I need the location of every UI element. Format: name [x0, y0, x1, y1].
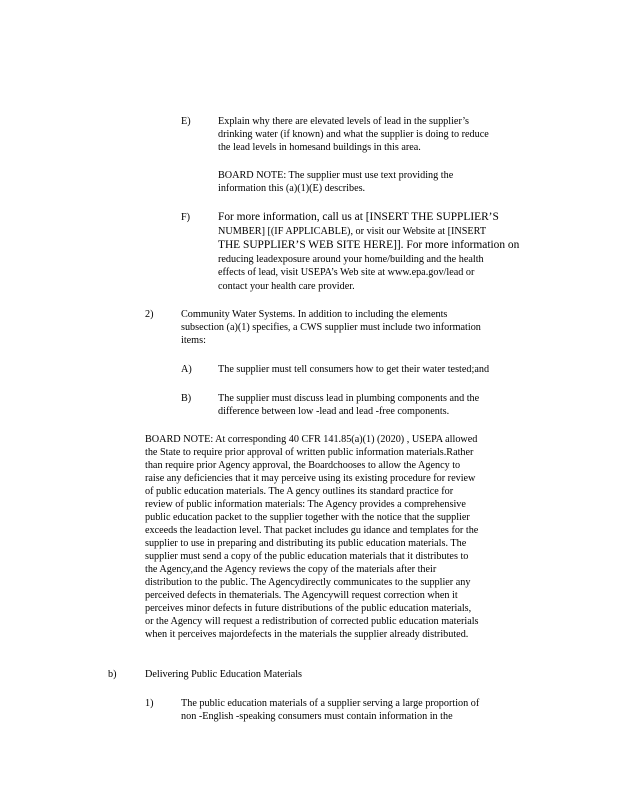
item-f-line-4: reducing leadexposure around your home/building and the health: [218, 254, 484, 265]
item-2b-marker: B): [181, 393, 192, 404]
item-b1-marker: 1): [145, 698, 154, 709]
board-note-line-8: exceeds the leadaction level. That packet includes gu idance and templates for the: [145, 525, 479, 536]
item-2a-line-1: The supplier must tell consumers how to get their water tested;and: [218, 364, 490, 375]
item-e-note-line-1: BOARD NOTE: The supplier must use text providing the: [218, 170, 454, 181]
item-2b-line-1: The supplier must discuss lead in plumbing components and the: [218, 393, 480, 404]
item-e-note-line-2: information this (a)(1)(E) describes.: [218, 183, 366, 194]
board-note-line-4: raise any deficiencies that it may perceive using its existing procedure for review: [145, 473, 476, 484]
item-f-line-5: effects of lead, visit USEPA’s Web site at www.epa.gov/lead or: [218, 267, 475, 278]
item-e-line-3: the lead levels in homesand buildings in this area.: [218, 142, 421, 153]
board-note-line-16: when it perceives majordefects in the materials the supplier already distributed.: [145, 629, 469, 640]
board-note-line-1: BOARD NOTE: At corresponding 40 CFR 141.85(a)(1) (2020) , USEPA allowed: [145, 434, 478, 445]
item-b1-line-2: non -English -speaking consumers must contain information in the: [181, 711, 453, 722]
board-note-line-11: the Agency,and the Agency reviews the copy of the materials after their: [145, 564, 437, 575]
board-note-line-10: supplier must send a copy of the public education materials that it distributes to: [145, 551, 469, 562]
item-f-line-2: NUMBER] [(IF APPLICABLE), or visit our Website at [INSERT: [218, 226, 487, 237]
item-2-line-3: items:: [181, 335, 206, 346]
item-2a-marker: A): [181, 364, 192, 375]
item-b1-line-1: The public education materials of a supplier serving a large proportion of: [181, 698, 480, 709]
item-f-line-3: THE SUPPLIER’S WEB SITE HERE]]. For more information on: [218, 239, 520, 251]
item-e-line-2: drinking water (if known) and what the supplier is doing to reduce: [218, 129, 489, 140]
section-b-marker: b): [108, 669, 117, 680]
board-note-line-5: of public education materials. The A gency outlines its standard practice for: [145, 486, 454, 497]
item-f-marker: F): [181, 212, 191, 223]
item-2-line-2: subsection (a)(1) specifies, a CWS supplier must include two information: [181, 322, 481, 333]
board-note-line-3: than require prior Agency approval, the Boardchooses to allow the Agency to: [145, 460, 461, 471]
board-note-line-12: distribution to the public. The Agencydirectly communicates to the supplier any: [145, 577, 471, 588]
item-2-line-1: Community Water Systems. In addition to including the elements: [181, 309, 448, 320]
board-note-line-9: supplier to use in preparing and distributing its public education materials. The: [145, 538, 467, 549]
item-2b-line-2: difference between low -lead and lead -free components.: [218, 406, 450, 417]
item-f-line-1: For more information, call us at [INSERT THE SUPPLIER’S: [218, 211, 499, 223]
item-e-marker: E): [181, 116, 191, 127]
board-note-line-15: or the Agency will request a redistribution of corrected public education materials: [145, 616, 479, 627]
board-note-line-2: the State to require prior approval of written public information materials.Rather: [145, 447, 474, 458]
item-f-line-6: contact your health care provider.: [218, 281, 355, 292]
item-e-line-1: Explain why there are elevated levels of lead in the supplier’s: [218, 116, 470, 127]
board-note-line-6: review of public information materials: The Agency provides a comprehensive: [145, 499, 466, 510]
item-2-marker: 2): [145, 309, 154, 320]
section-b-heading: Delivering Public Education Materials: [145, 669, 303, 680]
board-note-line-7: public education packet to the supplier together with the notice that the supplier: [145, 512, 470, 523]
board-note-line-13: perceived defects in thematerials. The Agencywill request correction when it: [145, 590, 458, 601]
board-note-line-14: perceives minor defects in future distributions of the public education materials,: [145, 603, 472, 614]
